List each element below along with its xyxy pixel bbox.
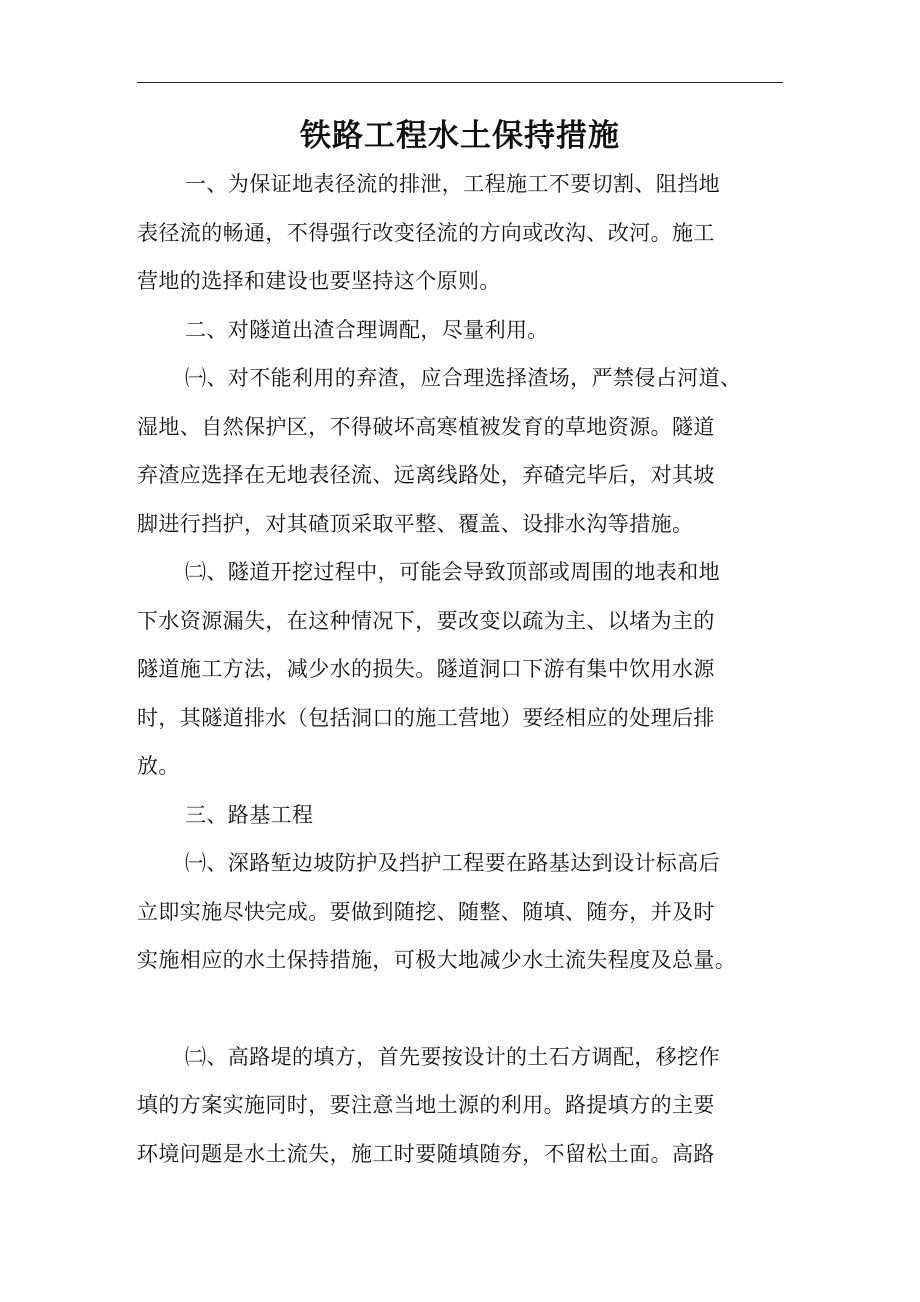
paragraph-line: 填的方案实施同时，要注意当地土源的利用。路提填方的主要 — [137, 1093, 715, 1117]
paragraph-line: ㈠、对不能利用的弃渣，应合理选择渣场，严禁侵占河道、 — [185, 366, 742, 390]
paragraph-line: ㈡、高路堤的填方，首先要按设计的土石方调配，移挖作 — [185, 1044, 720, 1069]
paragraph-line: 实施相应的水土保持措施，可极大地减少水土流失程度及总量。 — [137, 948, 737, 972]
document-title: 铁路工程水土保持措施 — [300, 118, 620, 154]
header-rule — [137, 82, 783, 83]
paragraph-line: ㈠、深路堑边坡防护及挡护工程要在路基达到设计标高后 — [185, 851, 720, 875]
paragraph-line: 立即实施尽快完成。要做到随挖、随整、随填、随夯，并及时 — [137, 899, 715, 924]
paragraph-line: 湿地、自然保护区，不得破坏高寒植被发育的草地资源。隧道 — [137, 414, 715, 439]
body-text — [137, 160, 797, 1178]
paragraph-line: 隧道施工方法，减少水的损失。隧道洞口下游有集中饮用水源 — [137, 657, 715, 681]
paragraph-line: 放。 — [137, 754, 180, 778]
paragraph-line: 环境问题是水土流失，施工时要随填随夯，不留松土面。高路 — [137, 1141, 715, 1166]
paragraph-line: 表径流的畅通，不得强行改变径流的方向或改沟、改河。施工 — [137, 220, 715, 245]
paragraph-line: 下水资源漏失，在这种情况下，要改变以疏为主、以堵为主的 — [137, 608, 715, 633]
paragraph-line: 一、为保证地表径流的排泄，工程施工不要切割、阻挡地 — [185, 172, 720, 196]
paragraph-line: 弃渣应选择在无地表径流、远离线路处，弃碴完毕后，对其坡 — [137, 463, 715, 487]
paragraph-line: 时，其隧道排水（包括洞口的施工营地）要经相应的处理后排 — [137, 705, 715, 730]
paragraph-line: 二、对隧道出渣合理调配，尽量利用。 — [185, 317, 549, 342]
paragraph-line: 脚进行挡护，对其碴顶采取平整、覆盖、设排水沟等措施。 — [137, 511, 694, 536]
paragraph-gap — [137, 985, 797, 1033]
paragraph-line: 营地的选择和建设也要坚持这个原则。 — [137, 269, 501, 293]
paragraph-line: ㈡、隧道开挖过程中，可能会导致顶部或周围的地表和地 — [185, 560, 720, 584]
paragraph-line: 三、路基工程 — [185, 802, 314, 827]
